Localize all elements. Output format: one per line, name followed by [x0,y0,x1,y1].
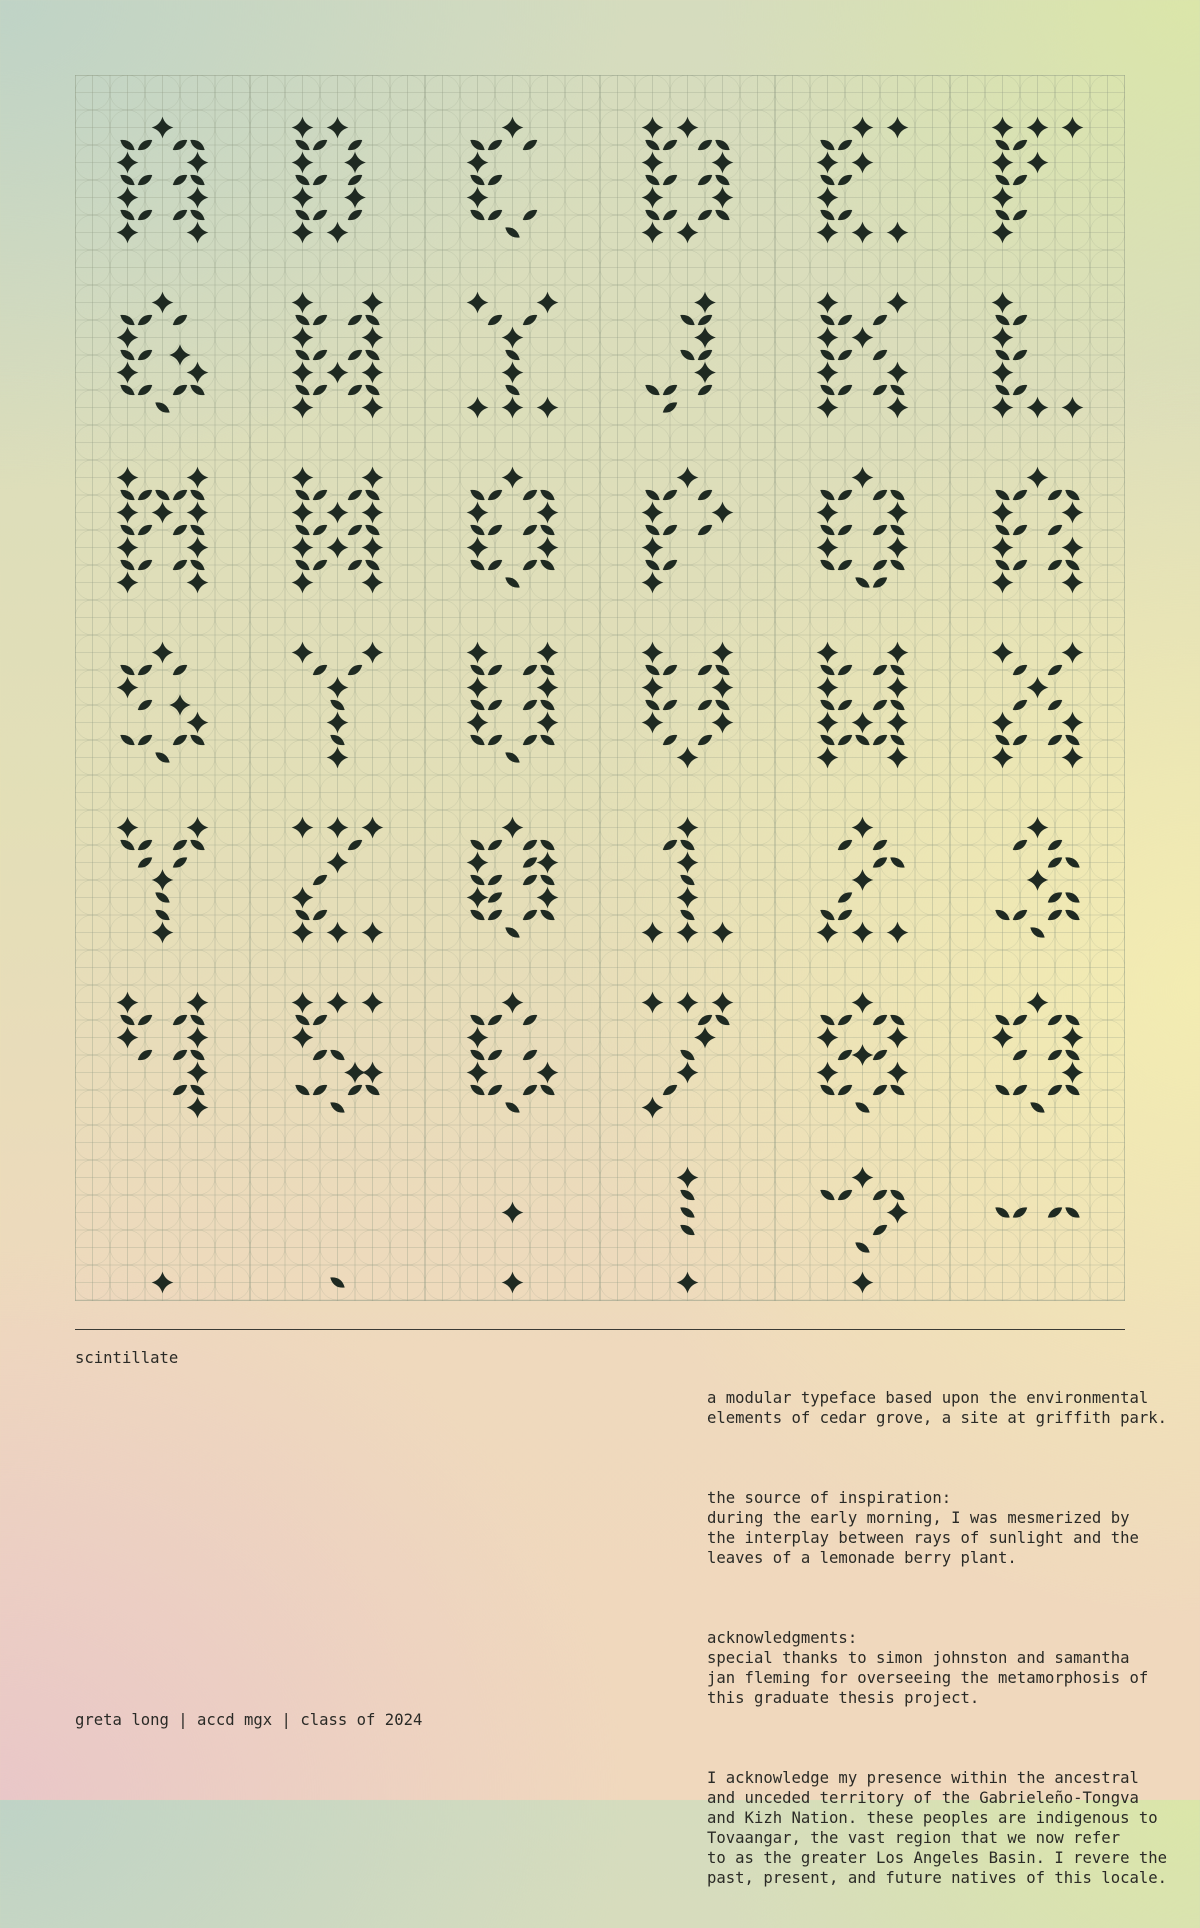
typeface-title: scintillate [75,1349,179,1367]
sparkle-icon [992,362,1014,384]
sparkle-icon [817,712,839,734]
sparkle-icon [502,992,524,1014]
sparkle-icon [117,222,139,244]
sparkle-icon [537,537,559,559]
sparkle-icon [642,642,664,664]
sparkle-icon [817,187,839,209]
sparkle-icon [117,187,139,209]
glyph-specimen [75,75,1125,1301]
sparkle-icon [502,467,524,489]
sparkle-icon [467,397,489,419]
sparkle-icon [852,712,874,734]
sparkle-icon [117,572,139,594]
sparkle-icon [992,222,1014,244]
sparkle-icon [992,187,1014,209]
sparkle-icon [887,222,909,244]
sparkle-icon [992,537,1014,559]
sparkle-icon [502,397,524,419]
sparkle-icon [187,537,209,559]
sparkle-icon [712,922,734,944]
sparkle-icon [152,292,174,314]
sparkle-icon [887,362,909,384]
sparkle-icon [852,117,874,139]
sparkle-icon [117,992,139,1014]
sparkle-icon [152,869,174,891]
sparkle-icon [677,1062,699,1084]
sparkle-icon [887,117,909,139]
sparkle-icon [642,502,664,524]
type-specimen-grid [75,75,1125,1301]
sparkle-icon [187,502,209,524]
sparkle-icon [327,117,349,139]
sparkle-icon [887,1027,909,1049]
sparkle-icon [1062,572,1084,594]
sparkle-icon [677,817,699,839]
sparkle-icon [362,992,384,1014]
sparkle-icon [887,677,909,699]
acknowledgments-paragraph: acknowledgments: special thanks to simon johnston and samantha jan fleming for overseeing the metamorphosis of this graduate thesis project. [707,1629,1149,1707]
sparkle-icon [642,677,664,699]
sparkle-icon [537,502,559,524]
sparkle-icon [677,117,699,139]
sparkle-icon [1062,747,1084,769]
sparkle-icon [292,502,314,524]
sparkle-icon [817,1062,839,1084]
description-paragraph: a modular typeface based upon the environmental elements of cedar grove, a site at griffith park. [707,1389,1168,1427]
sparkle-icon [187,467,209,489]
sparkle-icon [327,712,349,734]
sparkle-icon [292,887,314,909]
sparkle-icon [817,362,839,384]
sparkle-icon [887,292,909,314]
sparkle-icon [467,642,489,664]
sparkle-icon [992,327,1014,349]
sparkle-icon [327,747,349,769]
sparkle-icon [1027,817,1049,839]
sparkle-icon [852,922,874,944]
sparkle-icon [887,537,909,559]
sparkle-icon [502,362,524,384]
sparkle-icon [817,537,839,559]
sparkle-icon [852,222,874,244]
sparkle-icon [537,642,559,664]
sparkle-icon [852,869,874,891]
sparkle-icon [992,292,1014,314]
sparkle-icon [344,187,366,209]
inspiration-paragraph: the source of inspiration: during the early morning, I was mesmerized by the interplay between rays of sunlight and the leaves of a lemonade berry plant. [707,1489,1139,1567]
sparkle-icon [187,187,209,209]
sparkle-icon [537,887,559,909]
sparkle-icon [467,677,489,699]
sparkle-icon [169,344,191,366]
sparkle-icon [1062,537,1084,559]
sparkle-icon [362,397,384,419]
sparkle-icon [467,502,489,524]
sparkle-icon [152,117,174,139]
sparkle-icon [642,922,664,944]
sparkle-icon [187,992,209,1014]
sparkle-icon [292,537,314,559]
sparkle-icon [327,852,349,874]
designer-credit: greta long | accd mgx | class of 2024 [75,1711,423,1729]
sparkle-icon [642,712,664,734]
sparkle-icon [712,152,734,174]
sparkle-icon [187,152,209,174]
sparkle-icon [362,467,384,489]
sparkle-icon [327,992,349,1014]
glyph-. [152,1272,174,1294]
sparkle-icon [992,502,1014,524]
sparkle-icon [677,992,699,1014]
land-acknowledgment-paragraph: I acknowledge my presence within the ancestral and unceded territory of the Gabrieleño-Tongva and Kizh Nation. these peoples are indigenous to Tovaangar, the vast region that we now refer to as the greater Los Angeles Basin. I revere the past, present, and future natives of this locale. [707,1769,1168,1887]
sparkle-icon [292,117,314,139]
sparkle-icon [992,712,1014,734]
sparkle-icon [502,1202,524,1224]
sparkle-icon [817,1027,839,1049]
sparkle-icon [992,572,1014,594]
sparkle-icon [817,152,839,174]
sparkle-icon [677,922,699,944]
sparkle-icon [1062,117,1084,139]
sparkle-icon [362,362,384,384]
sparkle-icon [292,642,314,664]
sparkle-icon [292,362,314,384]
sparkle-icon [467,1027,489,1049]
sparkle-icon [887,502,909,524]
sparkle-icon [344,152,366,174]
sparkle-icon [677,852,699,874]
sparkle-icon [642,152,664,174]
sparkle-icon [1062,1062,1084,1084]
sparkle-icon [817,222,839,244]
sparkle-icon [292,922,314,944]
sparkle-icon [1062,397,1084,419]
sparkle-icon [292,467,314,489]
sparkle-icon [292,327,314,349]
sparkle-icon [502,1272,524,1294]
sparkle-icon [187,817,209,839]
sparkle-icon [327,222,349,244]
sparkle-icon [852,327,874,349]
sparkle-icon [992,1027,1014,1049]
sparkle-icon [712,677,734,699]
sparkle-icon [502,117,524,139]
sparkle-icon [152,502,174,524]
sparkle-icon [642,117,664,139]
sparkle-icon [712,992,734,1014]
sparkle-icon [152,642,174,664]
sparkle-icon [187,222,209,244]
sparkle-icon [537,712,559,734]
sparkle-icon [887,747,909,769]
sparkle-icon [117,1027,139,1049]
sparkle-icon [362,1062,384,1084]
sparkle-icon [992,152,1014,174]
sparkle-icon [1027,117,1049,139]
sparkle-icon [327,502,349,524]
sparkle-icon [187,1097,209,1119]
sparkle-icon [677,887,699,909]
sparkle-icon [817,677,839,699]
sparkle-icon [992,747,1014,769]
sparkle-icon [992,642,1014,664]
sparkle-icon [712,712,734,734]
sparkle-icon [712,642,734,664]
sparkle-icon [362,327,384,349]
sparkle-icon [467,187,489,209]
sparkle-icon [992,117,1014,139]
sparkle-icon [152,1272,174,1294]
sparkle-icon [362,572,384,594]
sparkle-icon [694,362,716,384]
sparkle-icon [187,362,209,384]
sparkle-icon [642,537,664,559]
description-block [707,1348,1167,1928]
sparkle-icon [852,467,874,489]
sparkle-icon [1027,467,1049,489]
sparkle-icon [712,502,734,524]
sparkle-icon [817,292,839,314]
sparkle-icon [117,537,139,559]
sparkle-icon [169,694,191,716]
sparkle-icon [677,222,699,244]
sparkle-icon [694,327,716,349]
sparkle-icon [327,817,349,839]
sparkle-icon [467,537,489,559]
sparkle-icon [887,1202,909,1224]
sparkle-icon [677,1167,699,1189]
sparkle-icon [887,922,909,944]
sparkle-icon [292,397,314,419]
modular-grid [75,75,1125,1301]
divider-rule [75,1329,1125,1330]
sparkle-icon [292,292,314,314]
sparkle-icon [117,467,139,489]
sparkle-icon [362,642,384,664]
sparkle-icon [362,922,384,944]
sparkle-icon [852,1167,874,1189]
sparkle-icon [694,1027,716,1049]
sparkle-icon [362,502,384,524]
sparkle-icon [467,712,489,734]
sparkle-icon [817,502,839,524]
sparkle-icon [502,327,524,349]
sparkle-icon [537,677,559,699]
sparkle-icon [327,362,349,384]
sparkle-icon [467,152,489,174]
sparkle-icon [992,397,1014,419]
sparkle-icon [362,292,384,314]
sparkle-icon [187,572,209,594]
sparkle-icon [292,817,314,839]
sparkle-icon [852,1272,874,1294]
sparkle-icon [887,1062,909,1084]
sparkle-icon [642,1097,664,1119]
sparkle-icon [117,677,139,699]
sparkle-icon [327,537,349,559]
sparkle-icon [1027,869,1049,891]
sparkle-icon [362,817,384,839]
sparkle-icon [117,362,139,384]
sparkle-icon [1062,1027,1084,1049]
sparkle-icon [677,467,699,489]
sparkle-icon [292,152,314,174]
sparkle-icon [712,187,734,209]
sparkle-icon [292,572,314,594]
sparkle-icon [187,1027,209,1049]
sparkle-icon [362,537,384,559]
sparkle-icon [642,222,664,244]
sparkle-icon [292,992,314,1014]
sparkle-icon [1027,397,1049,419]
sparkle-icon [327,922,349,944]
sparkle-icon [1027,677,1049,699]
sparkle-icon [117,152,139,174]
sparkle-icon [1027,992,1049,1014]
sparkle-icon [537,292,559,314]
sparkle-icon [817,397,839,419]
sparkle-icon [467,292,489,314]
sparkle-icon [694,292,716,314]
sparkle-icon [537,852,559,874]
sparkle-icon [1062,502,1084,524]
sparkle-icon [117,327,139,349]
sparkle-icon [292,222,314,244]
sparkle-icon [817,747,839,769]
sparkle-icon [887,397,909,419]
sparkle-icon [1062,642,1084,664]
sparkle-icon [537,397,559,419]
sparkle-icon [852,817,874,839]
sparkle-icon [817,922,839,944]
sparkle-icon [817,327,839,349]
sparkle-icon [852,1044,874,1066]
sparkle-icon [117,817,139,839]
sparkle-icon [292,1027,314,1049]
sparkle-icon [677,747,699,769]
sparkle-icon [887,712,909,734]
sparkle-icon [852,992,874,1014]
sparkle-icon [502,817,524,839]
sparkle-icon [467,1062,489,1084]
sparkle-icon [1062,712,1084,734]
sparkle-icon [187,712,209,734]
sparkle-icon [117,502,139,524]
sparkle-icon [887,642,909,664]
sparkle-icon [187,1062,209,1084]
sparkle-icon [537,1062,559,1084]
sparkle-icon [642,992,664,1014]
sparkle-icon [467,887,489,909]
sparkle-icon [852,152,874,174]
sparkle-icon [1027,152,1049,174]
sparkle-icon [642,572,664,594]
sparkle-icon [642,187,664,209]
sparkle-icon [817,642,839,664]
sparkle-icon [292,187,314,209]
sparkle-icon [327,677,349,699]
sparkle-icon [152,922,174,944]
sparkle-icon [467,852,489,874]
sparkle-icon [677,1272,699,1294]
